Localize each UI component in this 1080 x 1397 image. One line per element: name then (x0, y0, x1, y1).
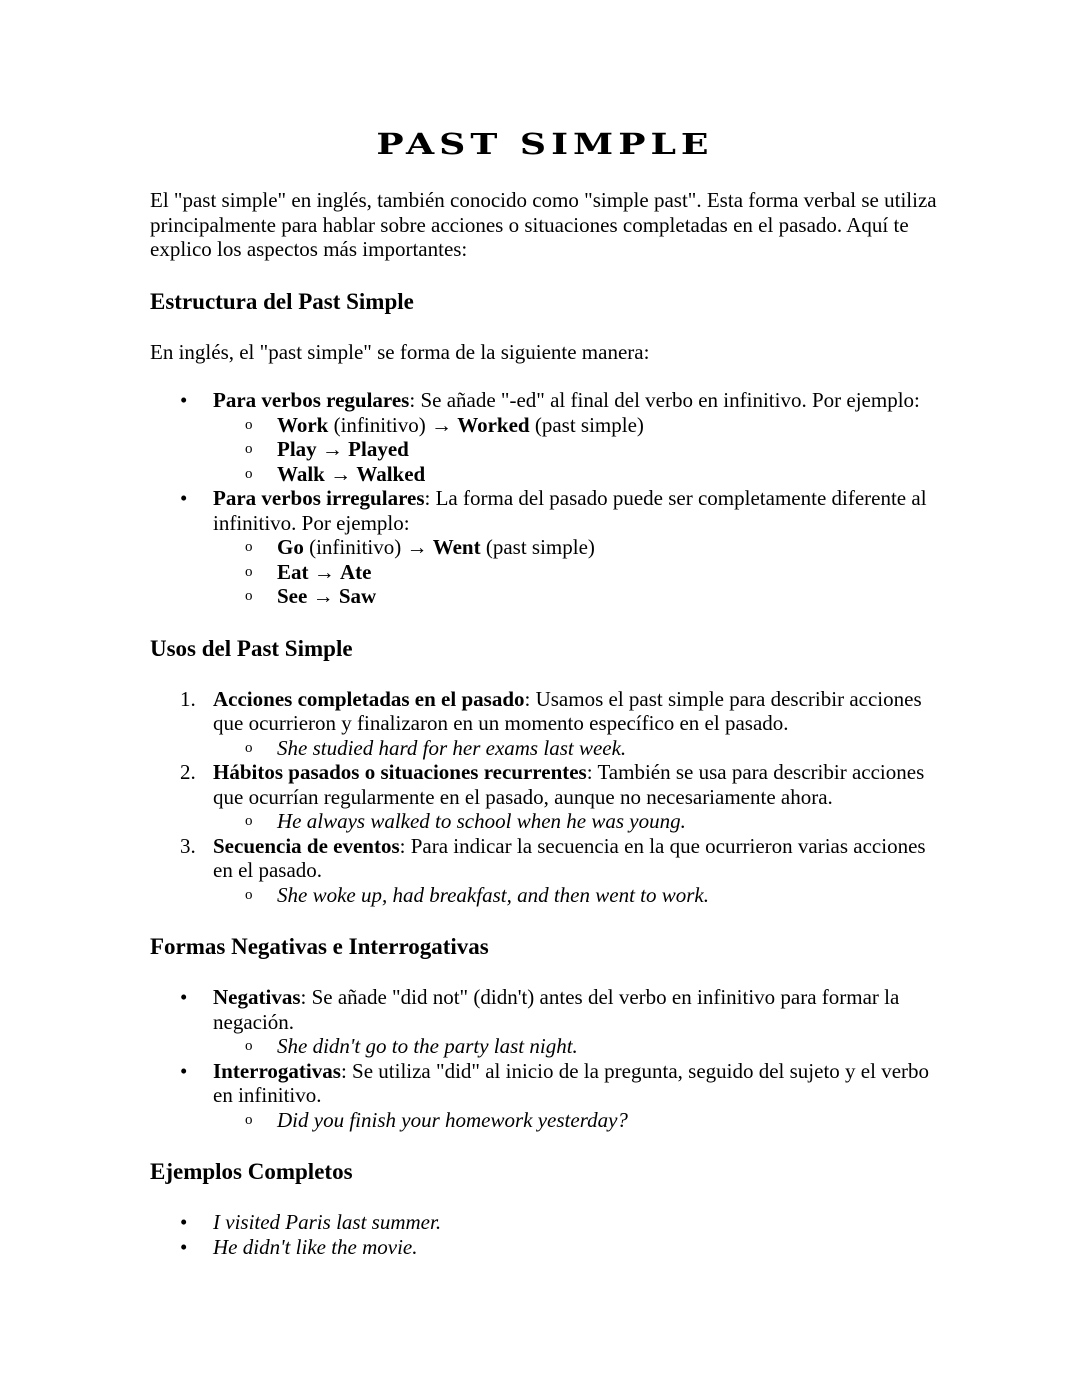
verb-note: (past simple) (529, 412, 644, 437)
example-sentence: I visited Paris last summer. (213, 1210, 442, 1234)
sub-list (213, 413, 940, 487)
list-item (150, 1059, 940, 1133)
item-text: : Se utiliza "did" al inicio de la pregunta, seguido del sujeto y el verbo en infinitivo. (213, 1058, 930, 1107)
list-number: 1. (180, 686, 196, 711)
bullet-marker: • (180, 1058, 188, 1083)
verb-past: Played (348, 437, 409, 461)
section-heading-ejemplos: Ejemplos Completos (150, 1159, 353, 1184)
item-text: : Se añade "did not" (didn't) antes del verbo en infinitivo para formar la negación. (213, 985, 900, 1034)
example-sentence: She studied hard for her exams last week. (277, 735, 627, 760)
list-item (150, 985, 940, 1059)
sub-bullet-marker: o (245, 563, 253, 580)
estructura-list (150, 388, 940, 609)
verb-note: → (324, 461, 357, 486)
ejemplos-list (150, 1210, 940, 1259)
list-item (150, 834, 940, 908)
item-text: : Se añade "-ed" al final del verbo en infinitivo. Por ejemplo: (409, 388, 920, 412)
verb-past: Ate (340, 559, 372, 584)
item-text: : Para indicar la secuencia en la que ocurrieron varias acciones en el pasado. (213, 833, 926, 882)
sub-bullet-marker: o (245, 813, 253, 829)
sub-list-item (213, 413, 940, 438)
section-text-estructura: En inglés, el "past simple" se forma de la siguiente manera: (150, 339, 650, 364)
verb-infinitive: Walk (277, 461, 325, 486)
sub-bullet-marker: o (245, 1111, 253, 1128)
section-heading-estructura: Estructura del Past Simple (150, 288, 414, 314)
item-label: Para verbos regulares (213, 388, 410, 412)
list-item (150, 486, 940, 609)
item-text: : También se usa para describir acciones que ocurrían regularmente en el pasado, aunque no necesariamente ahora. (213, 760, 925, 809)
verb-past: Saw (338, 584, 377, 608)
verb-note: → (316, 437, 349, 461)
verb-note: (infinitivo) → (303, 535, 433, 559)
example-sentence: Did you finish your homework yesterday? (277, 1107, 628, 1132)
verb-note: (past simple) (480, 535, 595, 559)
bullet-marker: • (180, 1210, 188, 1234)
example-sentence: He didn't like the movie. (213, 1234, 418, 1259)
sub-list (213, 535, 940, 609)
example-sentence: She woke up, had breakfast, and then went to work. (277, 882, 709, 907)
item-label: Para verbos irregulares (213, 486, 425, 510)
verb-past: Went (432, 535, 481, 559)
list-item (150, 1210, 940, 1235)
page-title: PAST SIMPLE (376, 127, 714, 161)
item-text: : Usamos el past simple para describir acciones que ocurrieron y finalizaron en un momento específico en el pasado. (213, 686, 922, 735)
verb-past: Walked (356, 461, 426, 486)
item-label: Secuencia de eventos (213, 833, 400, 858)
verb-infinitive: Go (277, 535, 304, 559)
verb-infinitive: See (277, 584, 308, 608)
sub-list-item (213, 437, 940, 462)
sub-list-item (213, 535, 940, 560)
sub-bullet-marker: o (245, 739, 253, 756)
sub-bullet-marker: o (245, 588, 253, 604)
item-label: Hábitos pasados o situaciones recurrentes (213, 760, 587, 784)
example-sentence: He always walked to school when he was young. (277, 809, 686, 833)
section-heading-usos: Usos del Past Simple (150, 635, 353, 661)
list-item (150, 388, 940, 486)
sub-bullet-marker: o (245, 416, 253, 433)
item-label: Negativas (213, 985, 301, 1009)
sub-bullet-marker: o (245, 886, 253, 903)
item-label: Interrogativas (213, 1058, 341, 1083)
example-item (213, 809, 940, 834)
list-number: 2. (180, 760, 196, 784)
formas-list (150, 985, 940, 1132)
item-text: : La forma del pasado puede ser completamente diferente al infinitivo. Por ejemplo: (213, 486, 927, 535)
example-item (213, 883, 940, 908)
sub-list (213, 736, 940, 761)
document-page (150, 128, 940, 1259)
verb-infinitive: Play (277, 437, 317, 461)
verb-note: → (308, 559, 340, 584)
list-number: 3. (180, 833, 196, 858)
verb-infinitive: Eat (277, 559, 309, 584)
sub-list-item (213, 560, 940, 585)
list-item (150, 760, 940, 834)
intro-paragraph: El "past simple" en inglés, también conocido como "simple past". Esta forma verbal se utiliza principalmente para hablar sobre acciones o situaciones completadas en el pasado. Aquí te explico los aspectos más importantes: (150, 188, 937, 261)
sub-bullet-marker: o (245, 1038, 253, 1054)
sub-list (213, 1108, 940, 1133)
sub-bullet-marker: o (245, 539, 253, 555)
bullet-marker: • (180, 388, 188, 412)
sub-bullet-marker: o (245, 465, 253, 482)
sub-list-item (213, 584, 940, 609)
verb-note: → (307, 584, 339, 608)
usos-list (150, 687, 940, 908)
sub-bullet-marker: o (245, 441, 253, 457)
sub-list (213, 1034, 940, 1059)
example-item (213, 1108, 940, 1133)
example-sentence: She didn't go to the party last night. (277, 1034, 578, 1058)
bullet-marker: • (180, 486, 188, 510)
sub-list (213, 809, 940, 834)
verb-past: Worked (457, 412, 530, 437)
section-heading-formas: Formas Negativas e Interrogativas (150, 934, 489, 959)
bullet-marker: • (180, 1234, 188, 1259)
verb-note: (infinitivo) → (328, 412, 458, 437)
item-label: Acciones completadas en el pasado (213, 686, 525, 711)
example-item (213, 1034, 940, 1059)
list-item (150, 1235, 940, 1260)
sub-list (213, 883, 940, 908)
verb-infinitive: Work (277, 412, 329, 437)
list-item (150, 687, 940, 761)
sub-list-item (213, 462, 940, 487)
bullet-marker: • (180, 985, 188, 1009)
example-item (213, 736, 940, 761)
